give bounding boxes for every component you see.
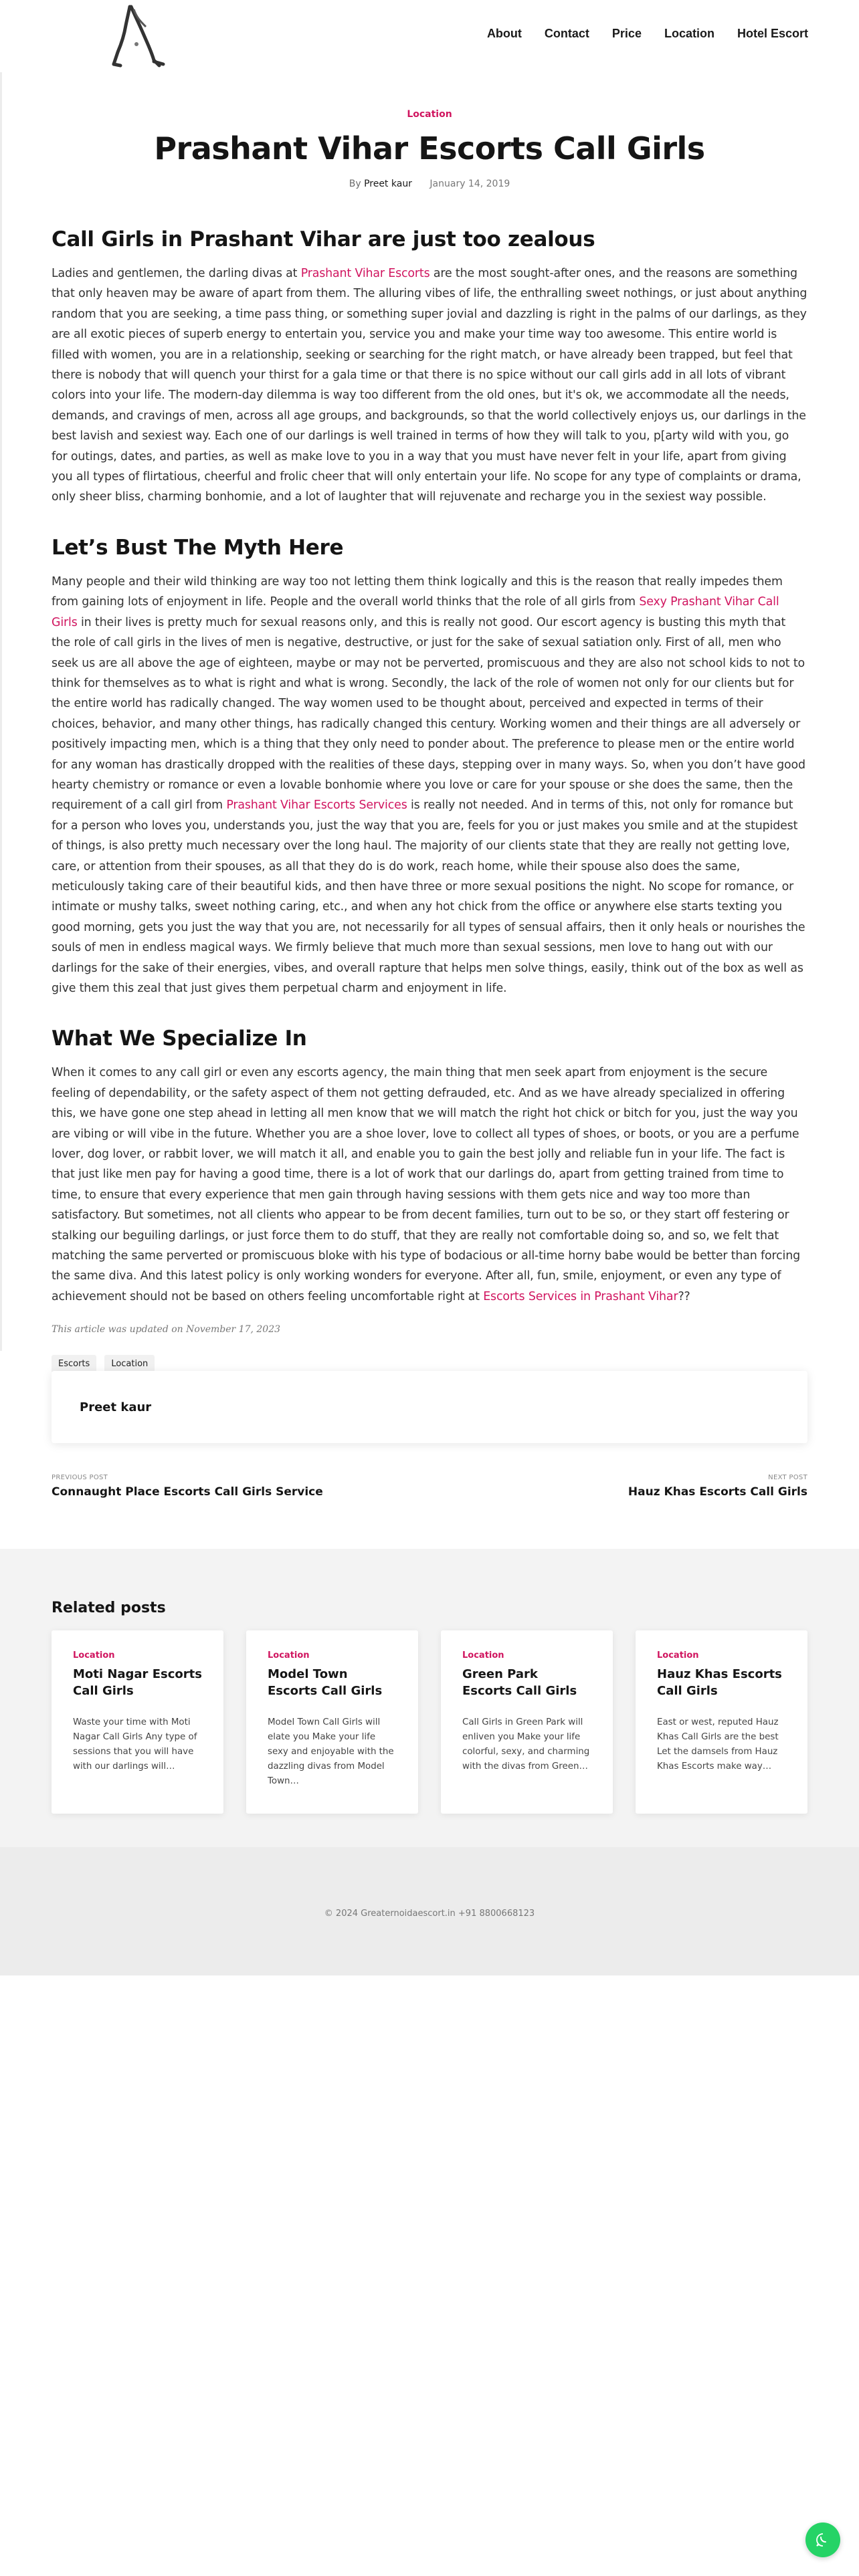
page-left-border (0, 0, 2, 1351)
footer-copyright: © 2024 Greaternoidaescort.in +91 8800668123 (324, 1909, 535, 1919)
nav-about[interactable]: About (486, 27, 522, 40)
card-excerpt: East or west, reputed Hauz Khas Call Girls are the best Let the damsels from Hauz Khas Escorts make way… (657, 1717, 779, 1772)
related-posts-title: Related posts (52, 1600, 166, 1616)
previous-post-link[interactable] (52, 1474, 323, 1499)
tag-escorts[interactable]: Escorts (52, 1355, 96, 1373)
paragraph-text: is really not needed. And in terms of this, not only for romance but for a person who loves you, understands you, just the way that you are, feels for you or just makes you smile and at the stupidest of things, is also pretty much necessary over the long haul. The majority of our clients state that they are really not getting love, care, or attention from their spouses, as all that they do is do work, reach home, while their spouse also does the same, meticulously taking care of their beautiful kids, and then have three or more sexual positions the night. No scope for romance, or intimate or mushy talks, sweet nothing caring, etc., and when any hot chick from the office or anywhere else starts texting you good morning, gets you just the way that you are, not necessarily for all types of sensual affairs, then it only heals or nourishes the souls of men in endless magical ways. We firmly believe that much more than sexual sessions, men love to hang out with our darlings for the sake of their energies, vibes, and overall rapture that helps men solve things, easily, think out of the box as well as give them this zeal that just gives them perpetual charm and enjoyment in life. (52, 798, 805, 995)
nav-location[interactable]: Location (664, 27, 714, 40)
post-navigation (52, 1474, 807, 1507)
author-box (52, 1371, 807, 1443)
entry-header (0, 107, 859, 189)
next-post-link[interactable] (628, 1474, 807, 1499)
section-paragraph (52, 572, 807, 999)
author-box-name[interactable]: Preet kaur (80, 1400, 152, 1414)
post-meta (0, 179, 859, 189)
site-logo[interactable] (110, 4, 166, 68)
next-post-label: NEXT POST (768, 1474, 807, 1481)
card-category[interactable]: Location (462, 1650, 504, 1660)
logo-figure-icon (110, 4, 166, 68)
page-title: Prashant Vihar Escorts Call Girls (154, 130, 705, 167)
paragraph-text: ?? (678, 1289, 690, 1303)
site-header (0, 0, 859, 72)
section-paragraph (52, 263, 807, 508)
paragraph-text: When it comes to any call girl or even any escorts agency, the main thing that men seek apart from enjoyment is the secure feeling of dependability, or the safety aspect of them not getting defrauded, etc. And as we have already specialized in offering this, we have gone one step ahead in letting all men know that we will match the right hot chick or bitch for you, just the way you are vibing or will vibe in the future. Whether you are a shoe lover, love to collect all types of shoes, or boots, or you are a perfume lover, dog lover, or rabbit lover, we will match it all, and enable you to gain the best jolly and reliable fun in your life. The fact is that just like men pay for having a good time, there is a lot of work that our darlings do, apart from getting trained from time to time, to ensure that every experience that men gain through having sessions with them gets nice and way too more than satisfactory. But sometimes, not all clients who appear to be from decent families, turn out to be so, or they start off festering or stalking our beguiling darlings, or just force them to do stuff, that they are really not comfortable doing so, and so, we felt that matching the same perverted or promiscuous bloke with his type of bodacious or all-time horny babe would be better than forcing the same diva. And this latest policy is only working wonders for everyone. After all, fun, smile, enjoyment, or even any type of achievement should not be based on others feeling uncomfortable right at (52, 1066, 800, 1303)
card-excerpt: Call Girls in Green Park will enliven you Make your life colorful, sexy, and charming with the divas from Green… (462, 1717, 590, 1772)
related-post-card[interactable] (246, 1630, 418, 1814)
whatsapp-chat-button[interactable] (805, 2523, 840, 2557)
related-posts-list (52, 1630, 807, 1814)
next-post-title: Hauz Khas Escorts Call Girls (628, 1485, 807, 1499)
previous-post-label: PREVIOUS POST (52, 1474, 108, 1481)
section-heading: Call Girls in Prashant Vihar are just too zealous (52, 227, 595, 251)
inline-link[interactable]: Prashant Vihar Escorts Services (226, 798, 407, 813)
card-title[interactable]: Hauz Khas Escorts Call Girls (657, 1667, 782, 1698)
inline-link[interactable]: Prashant Vihar Escorts (300, 267, 430, 280)
paragraph-text: Many people and their wild thinking are way too not letting them think logically and this is the reason that really impedes them from gaining lots of enjoyment in life. People and the overall world thinks that the role of all girls from (52, 574, 783, 609)
inline-link[interactable]: Escorts Services in Prashant Vihar (483, 1289, 678, 1303)
post-category-link[interactable]: Location (407, 109, 452, 120)
section-heading: Let’s Bust The Myth Here (52, 535, 344, 560)
inline-link[interactable]: Sexy Prashant Vihar Call Girls (52, 595, 779, 629)
post-date: January 14, 2019 (430, 179, 510, 189)
nav-price[interactable]: Price (611, 27, 642, 40)
card-title[interactable]: Moti Nagar Escorts Call Girls (73, 1667, 202, 1698)
card-title[interactable]: Green Park Escorts Call Girls (462, 1667, 577, 1698)
main-navigation (487, 27, 808, 41)
updated-note: This article was updated on November 17, 2023 (52, 1324, 281, 1335)
card-category[interactable]: Location (73, 1650, 115, 1660)
related-post-card[interactable] (441, 1630, 613, 1814)
card-excerpt: Model Town Call Girls will elate you Make your life sexy and enjoyable with the dazzling divas from Model Town… (268, 1717, 394, 1786)
nav-contact[interactable]: Contact (544, 27, 589, 40)
nav-hotel-escort[interactable]: Hotel Escort (737, 27, 808, 40)
section-heading: What We Specialize In (52, 1027, 307, 1051)
paragraph-text: Ladies and gentlemen, the darling divas at (52, 267, 301, 280)
paragraph-text: in their lives is pretty much for sexual reasons only, and this is really not good. Our escort agency is busting this myth that the role of call girls in the lives of men is negative, destructive, or just for the sake of sexual satiation only. First of all, men who seek us are all above the age of eighteen, maybe or may not be perverted, promiscuous and they are also not school kids to not to think for themselves as to what is right and what is wrong. Secondly, the lack of the role of women not only for our clients but for the entire world has radically changed. The way women used to be thought about, perceived and expected in terms of their choices, behavior, and many other things, has radically changed this century. Working women and their things are all adversely or positively impacting men, which is a thing that they only need to ponder about. The preference to please men or the entire world for any woman has drastically dropped with the realities of these days, stepping over in many ways. So, when you don’t have good hearty chemistry or romance or even a lovable bonhomie where you love or care for your spouse or she does the same, then the requirement of a call girl from (52, 615, 805, 813)
post-author-link[interactable]: Preet kaur (364, 179, 412, 189)
related-post-card[interactable] (52, 1630, 223, 1814)
card-excerpt: Waste your time with Moti Nagar Call Girls Any type of sessions that you will have with our darlings will… (73, 1717, 197, 1772)
tag-location[interactable]: Location (104, 1355, 155, 1373)
byline-prefix: By (349, 179, 361, 189)
previous-post-title: Connaught Place Escorts Call Girls Service (52, 1485, 323, 1499)
whatsapp-icon (816, 2533, 830, 2547)
card-title[interactable]: Model Town Escorts Call Girls (268, 1667, 383, 1698)
card-category[interactable]: Location (657, 1650, 699, 1660)
site-footer (0, 1847, 859, 1975)
post-content (52, 227, 807, 1373)
section-paragraph (52, 1063, 807, 1307)
paragraph-text: are the most sought-after ones, and the reasons are something that only heaven may be aware of apart from them. The alluring vibes of life, the enthralling sweet nothings, or just about anything random that you are seeking, a time pass thing, or something super jovial and dazzling is right in the palms of our darlings, as they are all exotic pieces of superb energy to entertain you, service you and make your time way too awesome. This entire world is filled with women, you are in a relationship, seeking or searching for the right match, or have already been trapped, but feel that there is nobody that will quench your thirst for a gala time or that there is no spice without our call girls add in all lots of vibrant colors into your life. The modern-day dilemma is way too different from the old ones, but it's ok, we accommodate all the needs, demands, and cravings of men, across all age groups, and backgrounds, so that the world collectively enjoys us, our darlings in the best lavish and sexiest way. Each one of our darlings is well trained in terms of how they will talk to you, p[arty wild with you, go for outings, dates, and parties, as well as make love to you in a way that you must have never felt in your life, apart from giving you all types of flirtatious, cheerful and frolic cheer that will only entertain your life. No scope for any type of complaints or drama, only sheer bliss, charming bonhomie, and a lot of laughter that will rejuvenate and recharge you in the sexiest way possible. (52, 267, 807, 504)
related-post-card[interactable] (636, 1630, 807, 1814)
card-category[interactable]: Location (268, 1650, 310, 1660)
